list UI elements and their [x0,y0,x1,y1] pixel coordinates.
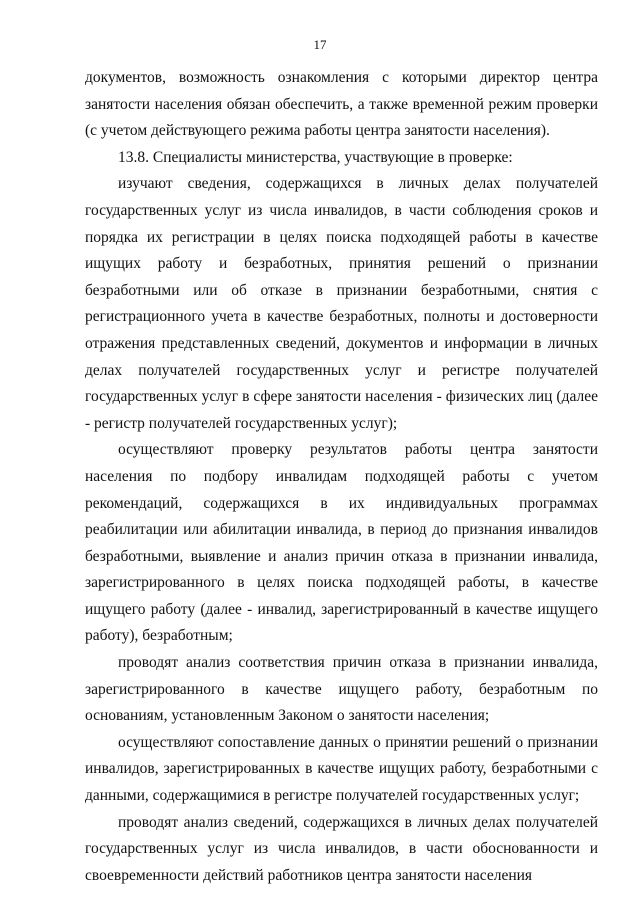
paragraph-check-results: осуществляют проверку результатов работы центра занятости населения по подбору инвалидам подходящей работы с учетом рекомендаций, содержащихся в их индивидуальных программах реабилитации или абилитации инвалида, в период до признания инвалидов безработными, выявление и анализ причин отказа в признании инвалида, зарегистрированного в целях поиска подходящей работы, в качестве ищущего работу (далее - инвалид, зарегистрированный в качестве ищущего работу), безработным; [85,441,598,645]
page-number: 17 [313,37,327,52]
paragraph-data-comparison: осуществляют сопоставление данных о принятии решений о признании инвалидов, зарегистрированных в качестве ищущих работу, безработными с данными, содержащимися в регистре получателей государственных услуг; [85,733,598,805]
paragraph-analysis-refusal: проводят анализ соответствия причин отказа в признании инвалида, зарегистрированного в качестве ищущего работу, безработным по основаниям, установленным Законом о занятости населения; [85,654,598,725]
document-body [85,65,598,889]
section-heading-13-8: 13.8. Специалисты министерства, участвующие в проверке: [118,148,513,166]
paragraph-continuation: документов, возможность ознакомления с которыми директор центра занятости населения обязан обеспечить, а также временной режим проверки (с учетом действующего режима работы центра занятости населения). [85,69,598,140]
paragraph-analysis-actions: проводят анализ сведений, содержащихся в личных делах получателей государственных услуг из числа инвалидов, в части обоснованности и своевременности действий работников центра занятости населения [85,813,598,884]
paragraph-study-records: изучают сведения, содержащихся в личных делах получателей государственных услуг из числа инвалидов, в части соблюдения сроков и порядка их регистрации в целях поиска подходящей работы в качестве ищущих работу и безработных, принятия решений о признании безработными или об отказе в признании безработными, снятия с регистрационного учета в качестве безработных, полноты и достоверности отражения представленных сведений, документов и информации в личных делах получателей государственных услуг и регистре получателей государственных услуг в сфере занятости населения - физических лиц (далее - регистр получателей государственных услуг); [85,175,598,432]
